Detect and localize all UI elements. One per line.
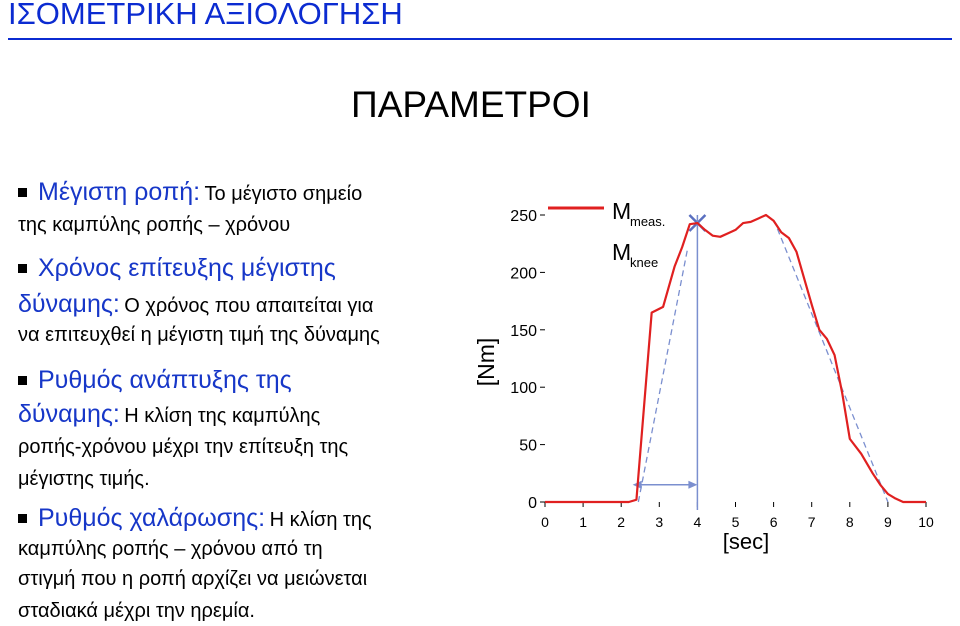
- desc-line: καμπύλης ροπής – χρόνου από τη: [18, 538, 323, 560]
- term-peak-torque: Μέγιστη ροπή:: [38, 178, 201, 206]
- x-tick-label: 3: [655, 514, 664, 530]
- x-tick-label: 8: [845, 514, 854, 530]
- arrow-head-right: [688, 481, 697, 489]
- x-tick-label: 9: [884, 514, 892, 530]
- torque-series-line: [545, 215, 926, 502]
- term-rate-of-development-cont: δύναμης:: [18, 400, 120, 428]
- y-tick-label: 50: [519, 437, 537, 455]
- x-axis-label: [sec]: [722, 529, 770, 554]
- x-tick-label: 6: [769, 514, 778, 530]
- desc-line: σταδιακά μέχρι την ηρεμία.: [18, 600, 255, 622]
- x-tick-label: 0: [541, 514, 549, 530]
- y-axis-label: [Nm]: [473, 337, 499, 387]
- term-time-to-peak: Χρόνος επίτευξης μέγιστης: [38, 254, 336, 282]
- desc-line: της καμπύλης ροπής – χρόνου: [18, 214, 291, 236]
- legend-subscript-meas: meas.: [630, 214, 666, 229]
- term-rate-of-development: Ρυθμός ανάπτυξης της: [38, 366, 292, 394]
- y-tick-label: 0: [528, 495, 537, 512]
- section-title: ΠΑΡΑΜΕΤΡΟΙ: [351, 84, 591, 125]
- y-tick-label: 250: [510, 208, 537, 225]
- x-tick-label: 1: [579, 514, 587, 530]
- desc-line: στιγμή που η ροπή αρχίζει να μειώνεται: [18, 568, 368, 590]
- desc-rate-of-development: Η κλίση της καμπύλης: [124, 405, 321, 427]
- legend-subscript-knee: knee: [630, 255, 659, 270]
- legend: [548, 198, 665, 270]
- desc-line: να επιτευχθεί η μέγιστη τιμή της δύναμης: [18, 324, 380, 346]
- term-time-to-peak-cont: δύναμης:: [18, 290, 120, 318]
- legend-symbol-knee: M: [612, 239, 632, 265]
- x-tick-label: 5: [731, 514, 740, 530]
- y-tick-label: 150: [510, 322, 537, 340]
- term-relaxation-rate: Ρυθμός χαλάρωσης:: [38, 504, 266, 532]
- desc-line: μέγιστης τιμής.: [18, 468, 150, 490]
- desc-relaxation-rate: Η κλίση της: [269, 509, 372, 531]
- page-title: ΙΣΟΜΕΤΡΙΚΗ ΑΞΙΟΛΟΓΗΣΗ: [8, 0, 403, 31]
- desc-line: ροπής-χρόνου μέχρι την επίτευξη της: [18, 436, 349, 458]
- x-tick-label: 4: [693, 514, 702, 530]
- desc-peak-torque: Το μέγιστο σημείο: [204, 183, 363, 205]
- x-tick-label: 7: [807, 514, 816, 530]
- y-tick-label: 100: [510, 380, 537, 398]
- y-tick-label: 200: [510, 265, 537, 283]
- legend-symbol-meas: M: [612, 198, 632, 224]
- fall-tangent: [777, 229, 887, 502]
- desc-time-to-peak: Ο χρόνος που απαιτείται για: [124, 295, 374, 317]
- x-tick-label: 2: [617, 514, 626, 530]
- x-tick-label: 10: [918, 514, 934, 530]
